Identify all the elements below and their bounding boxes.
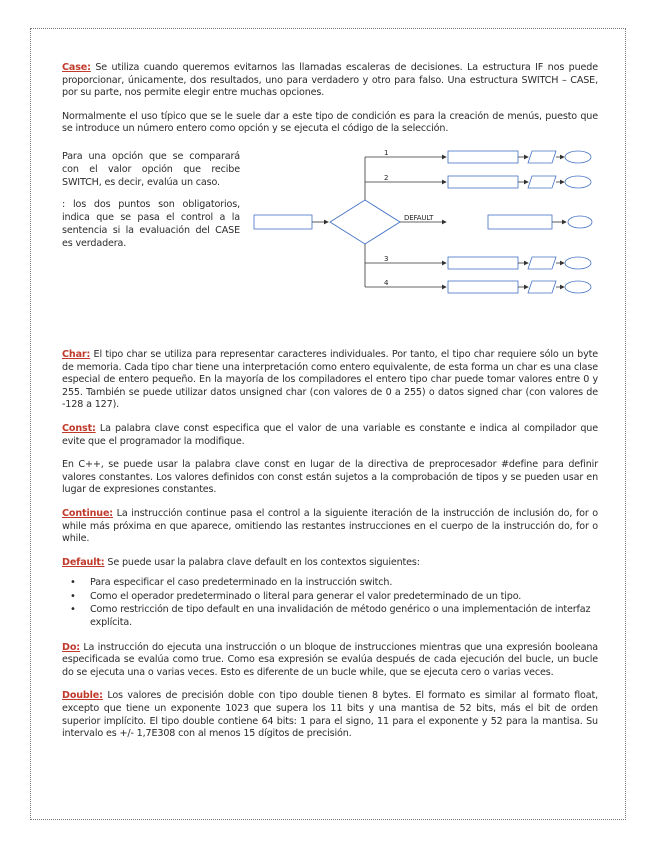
- const-paragraph-1: [62, 423, 598, 448]
- end-oval-2: [565, 176, 591, 188]
- default-paragraph: [62, 557, 598, 570]
- list-item: • Como restricción de tipo default en una invalidación de método genérico o una implementación de interfaz explícita.: [90, 604, 598, 629]
- end-oval-4: [565, 281, 591, 293]
- char-paragraph: [62, 349, 598, 412]
- case-paragraph-2: Normalmente el uso típico que se le suele dar a este tipo de condición es para la creación de menús, puesto que se introduce un número entero como opción y se ejecuta el código de la selección.: [62, 110, 598, 135]
- switch-flowchart: [252, 147, 602, 297]
- end-oval-1: [565, 151, 591, 163]
- case-paragraph-1: [62, 62, 598, 100]
- case-diagram-section: [62, 147, 598, 343]
- list-item: • Como el operador predeterminado o literal para generar el valor predeterminado de un tipo.: [90, 591, 598, 604]
- const-keyword: Const:: [62, 422, 96, 434]
- break-box-4: [528, 281, 556, 293]
- end-oval-default: [568, 216, 592, 228]
- double-keyword: Double:: [62, 690, 103, 702]
- process-box-4: [448, 281, 518, 293]
- const-text: La palabra clave const especifica que el valor de una variable es constante e indica al compilador que evite que el programador la modifique.: [62, 422, 598, 447]
- break-box-3: [528, 257, 556, 269]
- process-box-default: [488, 215, 552, 229]
- branch-label-2: 2: [384, 173, 389, 182]
- case-explanation: [62, 151, 240, 261]
- continue-paragraph: [62, 508, 598, 546]
- list-item: • Para especificar el caso predeterminado en la instrucción switch.: [90, 577, 598, 590]
- flowchart-decision-diamond: [330, 200, 400, 244]
- continue-text: La instrucción continue pasa el control a la siguiente iteración de la instrucción de inclusión do, for o while más próxima en que aparece, omitiendo las restantes instrucciones en el cuerpo de la instrucción do, for o while.: [62, 507, 599, 545]
- char-keyword: Char:: [62, 348, 91, 360]
- branch-label-3: 3: [384, 254, 389, 263]
- case-explanation-1: Para una opción que se comparará con el valor opción que recibe SWITCH, es decir, evalúa un caso.: [62, 150, 240, 188]
- document-body: [62, 62, 598, 752]
- default-keyword: Default:: [62, 556, 105, 568]
- continue-keyword: Continue:: [62, 507, 113, 519]
- branch-label-1: 1: [384, 148, 389, 157]
- const-paragraph-2: En C++, se puede usar la palabra clave const en lugar de la directiva de preprocesador #define para definir valores constantes. Los valores definidos con const están sujetos a la comprobación de tipos y se pueden usar en lugar de expresiones constantes.: [62, 459, 598, 496]
- process-box-1: [448, 151, 518, 163]
- process-box-3: [448, 257, 518, 269]
- do-paragraph: [62, 642, 598, 680]
- do-text: La instrucción do ejecuta una instrucción o un bloque de instrucciones mientras que una expresión booleana especificada se evalúa como true. Como esa expresión se evalúa después de cada ejecución del bucle, un bucle do se ejecuta una o varias veces. Esto es diferente de un bucle while, que se ejecuta cero o varias veces.: [62, 641, 598, 678]
- case-keyword: Case:: [62, 62, 91, 73]
- case-text: Se utiliza cuando queremos evitarnos las llamadas escaleras de decisiones. La estructura IF nos puede proporcionar, únicamente, dos resultados, uno para verdadero y otro para falso. Una estructura SWITCH – CASE, por su parte, nos permite elegir entre muchas opciones.: [62, 62, 599, 99]
- flowchart-start-box: [254, 215, 312, 229]
- default-list: [62, 577, 598, 629]
- double-text: Los valores de precisión doble con tipo double tienen 8 bytes. El formato es similar al formato float, excepto que tiene un exponente 1023 que supera los 11 bits y una mantisa de 52 bits, más el bit de orden superior implícito. El tipo double contiene 64 bits: 1 para el signo, 11 para el exponente y 52 para la mantisa. Su intervalo es +/- 1,7E308 con al menos 15 dígitos de precisión.: [62, 690, 598, 740]
- branch-label-4: 4: [384, 278, 389, 287]
- default-intro: Se puede usar la palabra clave default en los contextos siguientes:: [107, 556, 420, 568]
- end-oval-3: [565, 257, 591, 269]
- process-box-2: [448, 176, 518, 188]
- char-text: El tipo char se utiliza para representar caracteres individuales. Por tanto, el tipo char requiere sólo un byte de memoria. Cada tipo char tiene una interpretación como entero equivalente, de esta forma un char es una clase especial de entero pequeño. En la mayoría de los compiladores el entero tipo char puede tomar valores entre 0 y 255. También se puede utilizar datos unsigned char (con valores de 0 a 255) o datos signed char (con valores de -128 a 127).: [62, 348, 598, 411]
- do-keyword: Do:: [62, 641, 80, 653]
- break-box-2: [528, 176, 556, 188]
- break-box-1: [528, 151, 556, 163]
- branch-label-default: DEFAULT: [404, 213, 434, 222]
- case-explanation-2: : los dos puntos son obligatorios, indica que se pasa el control a la sentencia si la evaluación del CASE es verdadera.: [62, 199, 240, 249]
- double-paragraph: [62, 690, 598, 740]
